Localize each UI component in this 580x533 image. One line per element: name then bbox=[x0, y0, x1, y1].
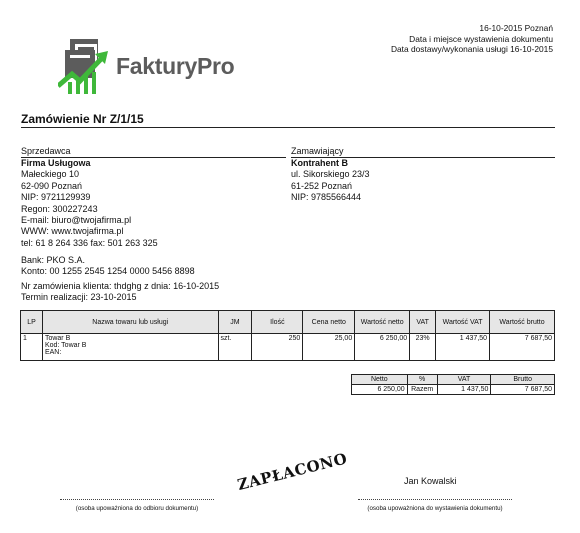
item-name: Towar B bbox=[44, 335, 71, 342]
sum-total-label: Razem bbox=[407, 385, 437, 395]
buyer-city: 61-252 Poznań bbox=[291, 180, 353, 191]
receiver-caption: (osoba upoważniona do odbioru dokumentu) bbox=[75, 505, 199, 512]
document-chart-icon bbox=[58, 36, 118, 96]
cell-price: 25,00 bbox=[303, 334, 355, 361]
seller-label: Sprzedawca bbox=[21, 146, 71, 156]
table-header-row bbox=[21, 311, 555, 334]
bank-info bbox=[21, 255, 195, 277]
table-row bbox=[21, 334, 555, 361]
summary-table bbox=[351, 374, 555, 395]
bank-account: Konto: 00 1255 2545 1254 0000 5456 8898 bbox=[21, 266, 195, 277]
receiver-signature-line bbox=[60, 499, 214, 500]
summary-header-row bbox=[352, 375, 555, 385]
sum-header-vat: VAT bbox=[437, 375, 491, 385]
seller-street: Małeckiego 10 bbox=[21, 169, 80, 180]
cell-gross: 7 687,50 bbox=[490, 334, 555, 361]
buyer-nip: NIP: 9785566444 bbox=[291, 192, 362, 203]
cell-unit: szt. bbox=[218, 334, 252, 361]
delivery-date: Data dostawy/wykonania usługi 16-10-2015 bbox=[390, 44, 553, 54]
issuer-signature-line bbox=[358, 499, 512, 500]
cell-net: 6 250,00 bbox=[355, 334, 410, 361]
client-order-number: Nr zamówienia klienta: thdghg z dnia: 16-10-2015 bbox=[21, 281, 220, 291]
col-header-lp: LP bbox=[21, 311, 43, 334]
issue-label: Data i miejsce wystawienia dokumentu bbox=[409, 33, 553, 44]
sum-vat: 1 437,50 bbox=[437, 385, 491, 395]
col-header-net: Wartość netto bbox=[355, 311, 410, 334]
cell-vat: 23% bbox=[410, 334, 436, 361]
items-table bbox=[20, 310, 555, 361]
seller-city: 62-090 Poznań bbox=[21, 180, 83, 191]
seller-email: E-mail: biuro@twojafirma.pl bbox=[21, 215, 132, 226]
issuer-caption: (osoba upoważniona do wystawienia dokumentu) bbox=[367, 505, 503, 512]
delivery-deadline: Termin realizacji: 23-10-2015 bbox=[21, 292, 137, 303]
col-header-qty: Ilość bbox=[252, 311, 303, 334]
cell-lp: 1 bbox=[21, 334, 43, 361]
seller-block bbox=[21, 158, 158, 249]
issuer-name: Jan Kowalski bbox=[404, 476, 457, 486]
page-title: Zamówienie Nr Z/1/15 bbox=[21, 112, 144, 126]
summary-row bbox=[352, 385, 555, 395]
cell-vat-value: 1 437,50 bbox=[436, 334, 490, 361]
cell-qty: 250 bbox=[252, 334, 303, 361]
sum-header-percent: % bbox=[407, 375, 437, 385]
bank-name: Bank: PKO S.A. bbox=[21, 255, 86, 265]
paid-stamp: ZAPŁACONO bbox=[235, 449, 350, 494]
issue-date-place: 16-10-2015 Poznań bbox=[479, 23, 553, 33]
item-ean: EAN: bbox=[44, 349, 62, 356]
sum-header-net: Netto bbox=[352, 375, 408, 385]
col-header-gross: Wartość brutto bbox=[490, 311, 555, 334]
sum-net: 6 250,00 bbox=[352, 385, 408, 395]
item-code: Kod: Towar B bbox=[44, 342, 87, 349]
company-logo bbox=[58, 36, 253, 96]
title-underline bbox=[21, 127, 555, 128]
col-header-price: Cena netto bbox=[303, 311, 355, 334]
col-header-unit: JM bbox=[218, 311, 252, 334]
seller-name: Firma Usługowa bbox=[21, 158, 91, 168]
seller-www: WWW: www.twojafirma.pl bbox=[21, 226, 124, 237]
buyer-street: ul. Sikorskiego 23/3 bbox=[291, 169, 370, 180]
buyer-label: Zamawiający bbox=[291, 146, 344, 156]
buyer-name: Kontrahent B bbox=[291, 158, 348, 168]
seller-nip: NIP: 9721129939 bbox=[21, 192, 91, 203]
seller-phone: tel: 61 8 264 336 fax: 501 263 325 bbox=[21, 237, 158, 248]
document-header-dates bbox=[391, 23, 553, 55]
seller-regon: Regon: 300227243 bbox=[21, 203, 98, 214]
col-header-vat-value: Wartość VAT bbox=[436, 311, 490, 334]
col-header-name: Nazwa towaru lub usługi bbox=[42, 311, 218, 334]
sum-gross: 7 687,50 bbox=[491, 385, 555, 395]
order-info bbox=[21, 281, 219, 303]
sum-header-gross: Brutto bbox=[491, 375, 555, 385]
buyer-block bbox=[291, 158, 370, 204]
cell-name bbox=[42, 334, 218, 361]
col-header-vat: VAT bbox=[410, 311, 436, 334]
brand-name: FakturyPro bbox=[116, 53, 235, 79]
